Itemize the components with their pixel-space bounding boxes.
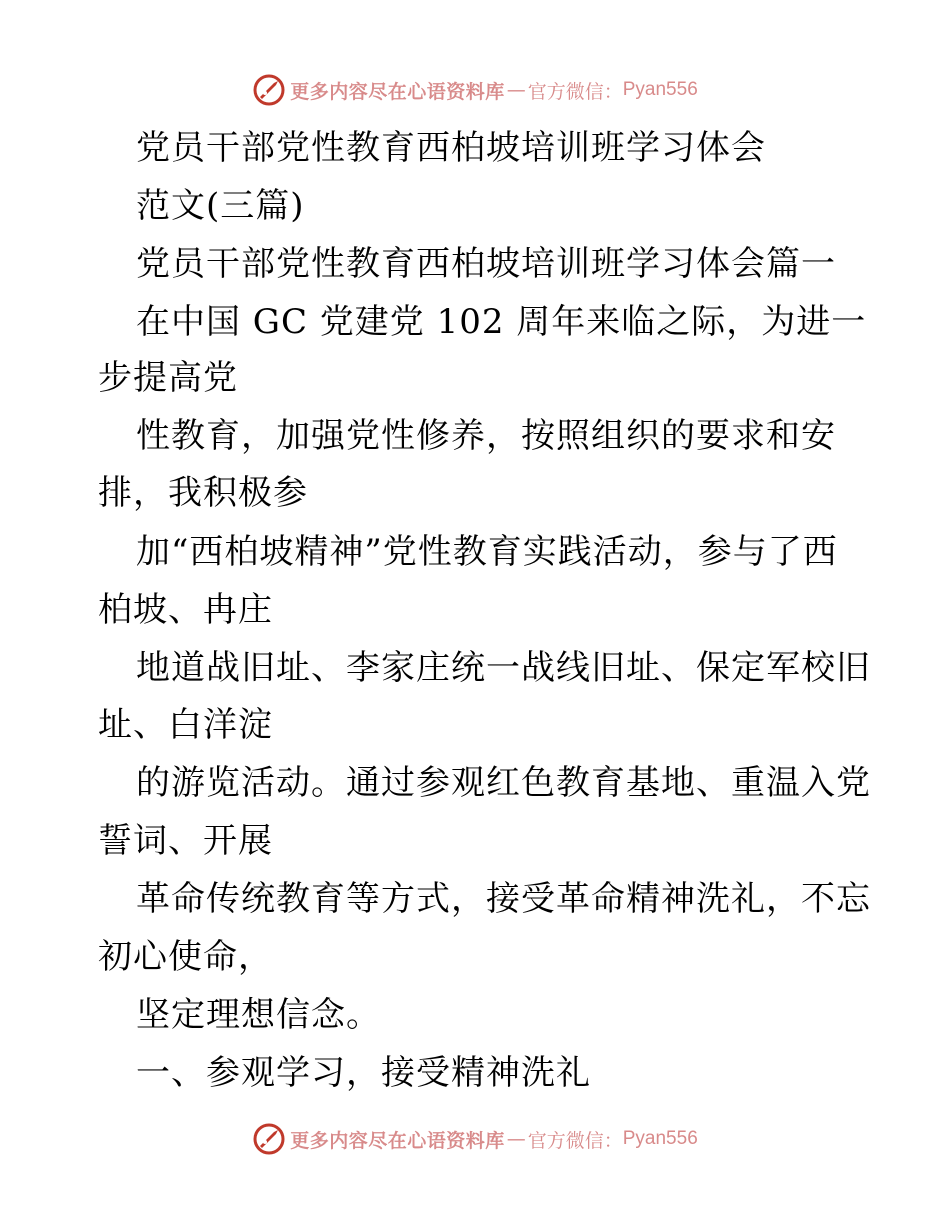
- paragraph-line: 址、白洋淀: [98, 705, 273, 745]
- paragraph-line: 的游览活动。通过参观红色教育基地、重温入党: [136, 763, 871, 803]
- watermark-contact-label: 官方微信：: [527, 80, 623, 103]
- paragraph-line: 革命传统教育等方式，接受革命精神洗礼，不忘: [136, 879, 871, 919]
- watermark-contact-id: Pyan556: [622, 1128, 698, 1149]
- header-watermark: [0, 70, 950, 110]
- watermark-contact-label: 官方微信：: [527, 1129, 623, 1152]
- paragraph-line: 初心使命，: [98, 937, 273, 977]
- paragraph-line: 地道战旧址、李家庄统一战线旧址、保定军校旧: [136, 648, 871, 688]
- paragraph-line: 性教育，加强党性修养，按照组织的要求和安: [136, 416, 836, 456]
- watermark-text: 更多内容尽在心语资料库: [290, 80, 505, 103]
- document-title: 党员干部党性教育西柏坡培训班学习体会: [136, 128, 766, 168]
- paragraph-line: 在中国 GC 党建党 102 周年来临之际，为进一: [136, 302, 867, 342]
- quill-logo-icon: [252, 1122, 286, 1156]
- subsection-heading: 一、参观学习，接受精神洗礼: [136, 1053, 591, 1093]
- footer-watermark: [0, 1119, 950, 1159]
- quill-logo-icon: [252, 73, 286, 107]
- watermark-contact-id: Pyan556: [622, 79, 698, 100]
- paragraph-line: 柏坡、冉庄: [98, 590, 273, 630]
- paragraph-line: 步提高党: [98, 358, 238, 398]
- paragraph-line: 加“西柏坡精神”党性教育实践活动，参与了西: [136, 532, 838, 572]
- watermark-separator: —: [506, 79, 526, 101]
- paragraph-line: 排，我积极参: [98, 473, 308, 513]
- paragraph-line: 誓词、开展: [98, 821, 273, 861]
- watermark-text: 更多内容尽在心语资料库: [290, 1129, 505, 1152]
- watermark-separator: —: [506, 1128, 526, 1150]
- section-heading: 党员干部党性教育西柏坡培训班学习体会篇一: [136, 244, 836, 284]
- paragraph-line: 坚定理想信念。: [136, 995, 381, 1035]
- document-title-cont: 范文(三篇): [136, 186, 305, 226]
